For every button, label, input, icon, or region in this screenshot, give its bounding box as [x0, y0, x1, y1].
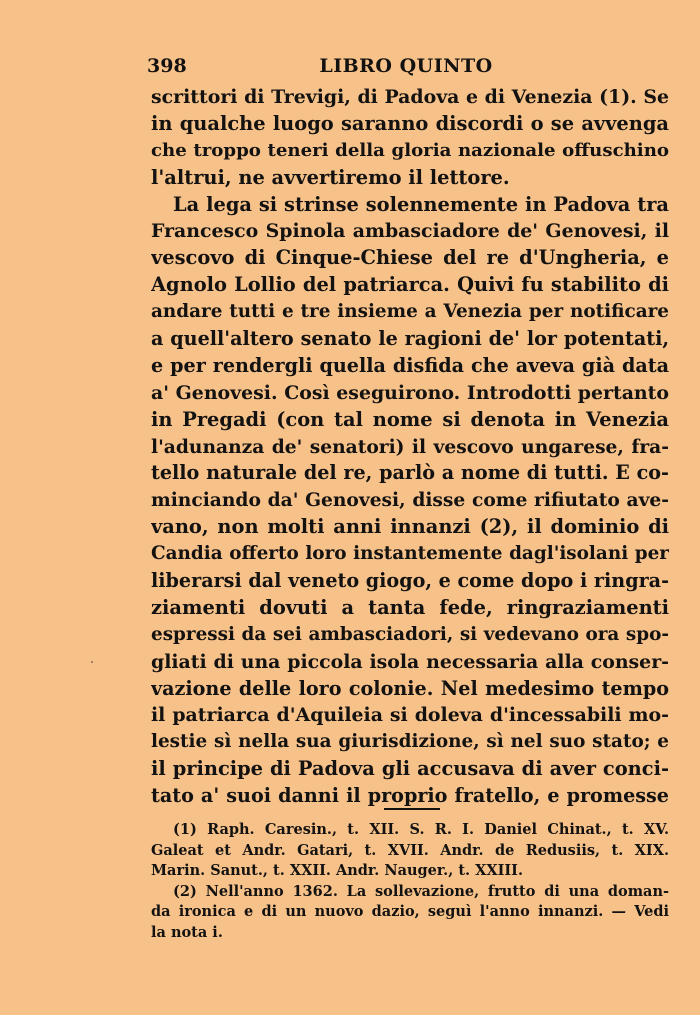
footnote-line: Galeat et Andr. Gatari, t. XVII. Andr. de Redusiis, t. XIX.: [151, 841, 669, 859]
footnotes: [151, 820, 669, 943]
text-line: gliati di una piccola isola necessaria alla conser-: [151, 650, 669, 673]
text-line: l'adunanza de' senatori) il vescovo ungarese, fra-: [151, 435, 669, 458]
text-line: vazione delle loro colonie. Nel medesimo tempo: [151, 676, 669, 700]
text-line: vescovo di Cinque-Chiese del re d'Ungheria, e: [151, 246, 669, 270]
body-text: [151, 84, 669, 810]
text-line: lestie sì nella sua giurisdizione, sì nel suo stato; e: [151, 731, 669, 753]
text-line: tello naturale del re, parlò a nome di tutti. E co-: [151, 461, 669, 485]
text-line: tato a' suoi danni il proprio fratello, e promesse: [151, 784, 669, 808]
footnote-line: Marin. Sanut., t. XXII. Andr. Nauger., t. XXIII.: [151, 862, 524, 879]
text-line: e per rendergli quella disfida che aveva già data: [151, 353, 669, 377]
text-line: vano, non molti anni innanzi (2), il dominio di: [151, 515, 669, 539]
text-line: minciando da' Genovesi, disse come rifiutato ave-: [151, 489, 669, 512]
text-line: espressi da sei ambasciadori, si vedevano ora spo-: [151, 623, 669, 645]
text-line: andare tutti e tre insieme a Venezia per notificare: [151, 301, 669, 323]
text-line: il patriarca d'Aquileia si doleva d'incessabili mo-: [151, 704, 669, 727]
paper-speck: [91, 661, 93, 663]
text-line: ziamenti dovuti a tanta fede, ringraziamenti: [151, 595, 669, 619]
text-line: in Pregadi (con tal nome si denota in Venezia: [151, 407, 669, 431]
text-line: La lega si strinse solennemente in Padova tra: [173, 192, 669, 216]
text-line: che troppo teneri della gloria nazionale offuschino: [151, 139, 669, 161]
text-line: a quell'altero senato le ragioni de' lor potentati,: [151, 327, 669, 351]
page-number: 398: [147, 55, 187, 77]
running-header: [147, 55, 665, 81]
footnote-divider: [384, 808, 440, 810]
text-line: a' Genovesi. Così eseguirono. Introdotti pertanto: [151, 381, 669, 404]
text-line: l'altrui, ne avvertiremo il lettore.: [151, 165, 510, 189]
footnote-line: la nota i.: [151, 923, 223, 941]
text-line: Agnolo Lollio del patriarca. Quivi fu stabilito di: [151, 273, 669, 297]
text-line: il principe di Padova gli accusava di aver conci-: [151, 757, 669, 781]
footnote-line: (2) Nell'anno 1362. La sollevazione, frutto di una doman-: [173, 882, 669, 900]
text-line: scrittori di Trevigi, di Padova e di Venezia (1). Se: [151, 86, 669, 108]
text-line: liberarsi dal veneto giogo, e come dopo i ringra-: [151, 569, 669, 593]
footnote-line: da ironica e di un nuovo dazio, seguì l'anno innanzi. — Vedi: [151, 903, 669, 920]
text-line: Candia offerto loro instantemente dagl'isolani per: [151, 543, 669, 565]
footnote-line: (1) Raph. Caresin., t. XII. S. R. I. Daniel Chinat., t. XV.: [173, 821, 669, 838]
text-line: Francesco Spinola ambasciadore de' Genovesi, il: [151, 220, 669, 243]
running-title: LIBRO QUINTO: [319, 55, 493, 77]
text-line: in qualche luogo saranno discordi o se avvenga: [151, 111, 669, 135]
